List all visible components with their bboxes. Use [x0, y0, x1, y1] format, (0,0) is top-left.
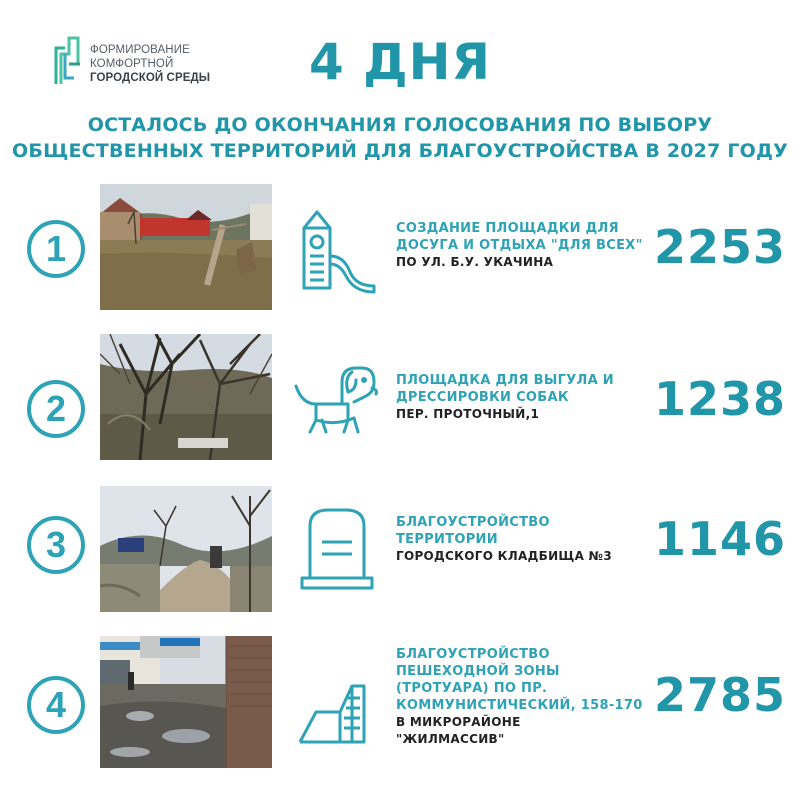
project-location-3-line: ГОРОДСКОГО КЛАДБИЩА №3	[396, 549, 613, 563]
project-title-2-line: ДРЕССИРОВКИ СОБАК	[396, 390, 569, 405]
project-title-3	[396, 514, 646, 548]
project-row-3	[0, 486, 800, 616]
project-number-3: 3	[27, 516, 85, 574]
project-location-1	[396, 254, 646, 271]
project-title-4-line: КОММУНИСТИЧЕСКИЙ, 158-170	[396, 698, 643, 713]
project-location-4-line: В МИКРОРАЙОНЕ	[396, 715, 521, 729]
project-title-2-line: ПЛОЩАДКА ДЛЯ ВЫГУЛА И	[396, 373, 614, 388]
headline-line-2: ОБЩЕСТВЕННЫХ ТЕРРИТОРИЙ ДЛЯ БЛАГОУСТРОЙСТВА В 2027 ГОДУ	[12, 140, 788, 162]
project-title-4-line: (ТРОТУАРА) ПО ПР.	[396, 681, 548, 696]
project-number-4: 4	[27, 676, 85, 734]
project-description-1	[396, 220, 646, 271]
project-location-3	[396, 548, 646, 565]
project-location-4	[396, 714, 646, 748]
vote-count-1: 2253	[653, 220, 787, 274]
project-description-3	[396, 514, 646, 565]
logo-line-1: ФОРМИРОВАНИЕ	[90, 44, 190, 56]
vote-count-4: 2785	[653, 668, 787, 722]
project-description-4	[396, 646, 646, 748]
project-photo-2	[100, 334, 272, 460]
project-title-1	[396, 220, 646, 254]
logo-line-2: КОМФОРТНОЙ	[90, 58, 174, 70]
project-photo-4	[100, 636, 272, 768]
gravestone-icon	[292, 502, 382, 592]
project-row-2	[0, 334, 800, 464]
project-title-4-line: БЛАГОУСТРОЙСТВО	[396, 647, 550, 662]
days-remaining: 4 ДНЯ	[308, 33, 492, 91]
project-number-1: 1	[27, 220, 85, 278]
project-location-4-line: "ЖИЛМАССИВ"	[396, 732, 505, 746]
dog-icon	[292, 360, 382, 450]
sidewalk-icon	[292, 668, 382, 758]
project-photo-1	[100, 184, 272, 310]
logo-line-3: ГОРОДСКОЙ СРЕДЫ	[90, 72, 211, 84]
project-description-2	[396, 372, 646, 423]
project-title-1-line: ДОСУГА И ОТДЫХА "ДЛЯ ВСЕХ"	[396, 238, 643, 253]
vote-count-3: 1146	[653, 512, 787, 566]
project-photo-3	[100, 486, 272, 612]
project-location-1-line: ПО УЛ. Б.У. УКАЧИНА	[396, 255, 554, 269]
playground-slide-icon	[292, 206, 382, 296]
project-number-2: 2	[27, 380, 85, 438]
headline-line-1: ОСТАЛОСЬ ДО ОКОНЧАНИЯ ГОЛОСОВАНИЯ ПО ВЫБОРУ	[87, 114, 713, 136]
project-location-2-line: ПЕР. ПРОТОЧНЫЙ,1	[396, 407, 540, 421]
project-row-1	[0, 184, 800, 314]
project-title-3-line: ТЕРРИТОРИИ	[396, 532, 498, 547]
project-title-4-line: ПЕШЕХОДНОЙ ЗОНЫ	[396, 664, 560, 679]
project-title-4	[396, 646, 646, 714]
vote-count-2: 1238	[653, 372, 787, 426]
project-row-4	[0, 636, 800, 766]
project-title-3-line: БЛАГОУСТРОЙСТВО	[396, 515, 550, 530]
headline	[0, 112, 800, 164]
project-title-1-line: СОЗДАНИЕ ПЛОЩАДКИ ДЛЯ	[396, 221, 619, 236]
project-title-2	[396, 372, 646, 406]
project-location-2	[396, 406, 646, 423]
